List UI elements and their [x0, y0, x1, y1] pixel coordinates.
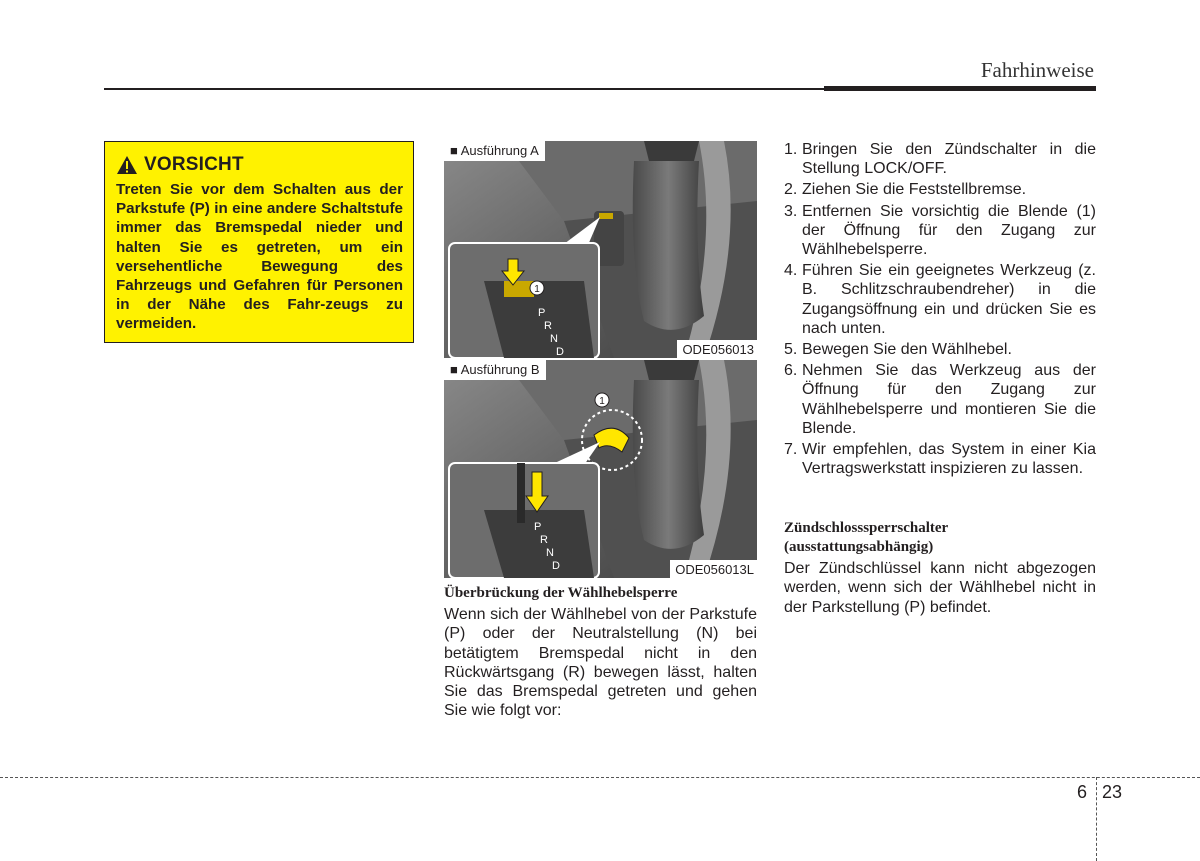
page-number: 23	[1102, 782, 1123, 802]
step-text: Ziehen Sie die Feststellbremse.	[802, 181, 1027, 199]
list-item	[784, 180, 1096, 199]
caution-text: Treten Sie vor dem Schalten aus der Parkstufe (P) in eine andere Schaltstufe immer das Bremspedal nieder und halten Sie es getreten, um ein versehentliche Bewegung des Fahrzeugs und Gefahren für Personen in der Nähe des Fahr-zeugs zu vermeiden.	[116, 181, 403, 333]
shift-letter-d: D	[552, 560, 560, 572]
footer-vertical-divider	[1096, 777, 1097, 861]
list-item	[784, 261, 1096, 338]
step-text: Bewegen Sie den Wählhebel.	[802, 341, 1012, 359]
shift-letter-d: D	[556, 346, 564, 358]
shift-letter-n: N	[546, 547, 554, 559]
step-text: Bringen Sie den Zündschalter in die Stellung LOCK/OFF.	[802, 141, 1096, 178]
figure-tag: ■ Ausführung A	[444, 141, 545, 161]
callout-number: 1	[599, 396, 605, 407]
shift-letter-r: R	[540, 534, 548, 546]
gear-selector-illustration-b	[444, 360, 757, 578]
list-item	[784, 140, 1096, 178]
step-number: 6.	[784, 362, 798, 380]
step-text: Führen Sie ein geeignetes Werkzeug (z. B. Schlitzschraubendreher) in die Zugangsöffnung ein und drücken Sie es nach unten.	[802, 262, 1096, 337]
chapter-number: 6	[1077, 782, 1088, 802]
step-number: 5.	[784, 341, 798, 359]
shift-letter-n: N	[550, 333, 558, 345]
list-item	[784, 440, 1096, 478]
list-item	[784, 202, 1096, 260]
figure-tag: ■ Ausführung B	[444, 360, 546, 380]
caution-header	[116, 154, 403, 176]
override-body: Wenn sich der Wählhebel von der Parkstufe (P) oder der Neutralstellung (N) bei betätigtem Bremspedal nicht in den Rückwärtsgang (R) bewegen lässt, halten Sie das Bremspedal getreten und gehen Sie wie folgt vor:	[444, 606, 757, 720]
figure-variant-b	[444, 360, 757, 578]
step-text: Wir empfehlen, das System in einer Kia Vertragswerkstatt inspizieren zu lassen.	[802, 441, 1096, 478]
caution-box	[104, 141, 414, 343]
callout-number: 1	[534, 284, 540, 295]
step-number: 2.	[784, 181, 798, 199]
interlock-body: Der Zündschlüssel kann nicht abgezogen werden, wenn sich der Wählhebel nicht in der Parkstellung (P) befindet.	[784, 560, 1096, 616]
interlock-heading	[784, 519, 1096, 557]
running-header-title: Fahrhinweise	[980, 58, 1094, 82]
shift-letter-r: R	[544, 320, 552, 332]
figure-variant-a	[444, 141, 757, 358]
list-item	[784, 361, 1096, 438]
step-text: Entfernen Sie vorsichtig die Blende (1) der Öffnung für den Zugang zur Wählhebelsperre.	[802, 202, 1096, 259]
step-number: 7.	[784, 441, 798, 459]
step-number: 1.	[784, 141, 798, 158]
footer-divider	[0, 777, 1200, 778]
shift-letter-p: P	[538, 307, 546, 319]
override-steps-list	[784, 140, 1096, 480]
step-number: 3.	[784, 202, 798, 220]
step-number: 4.	[784, 262, 798, 280]
warning-triangle-icon	[116, 155, 138, 175]
interlock-heading-line1: Zündschlosssperrschalter	[784, 520, 949, 536]
list-item	[784, 340, 1096, 359]
override-heading: Überbrückung der Wählhebelsperre	[444, 585, 678, 601]
interlock-heading-line2: (ausstattungsabhängig)	[784, 539, 934, 555]
header-rule-accent	[824, 86, 1096, 91]
figure-code: ODE056013	[677, 340, 757, 358]
figure-code: ODE056013L	[670, 560, 757, 578]
gear-selector-illustration-a	[444, 141, 757, 358]
caution-title: VORSICHT	[144, 154, 244, 175]
step-text: Nehmen Sie das Werkzeug aus der Öffnung für den Zugang zur Wählhebelsperre und montieren Sie die Blende.	[802, 362, 1096, 437]
shift-letter-p: P	[534, 521, 542, 533]
